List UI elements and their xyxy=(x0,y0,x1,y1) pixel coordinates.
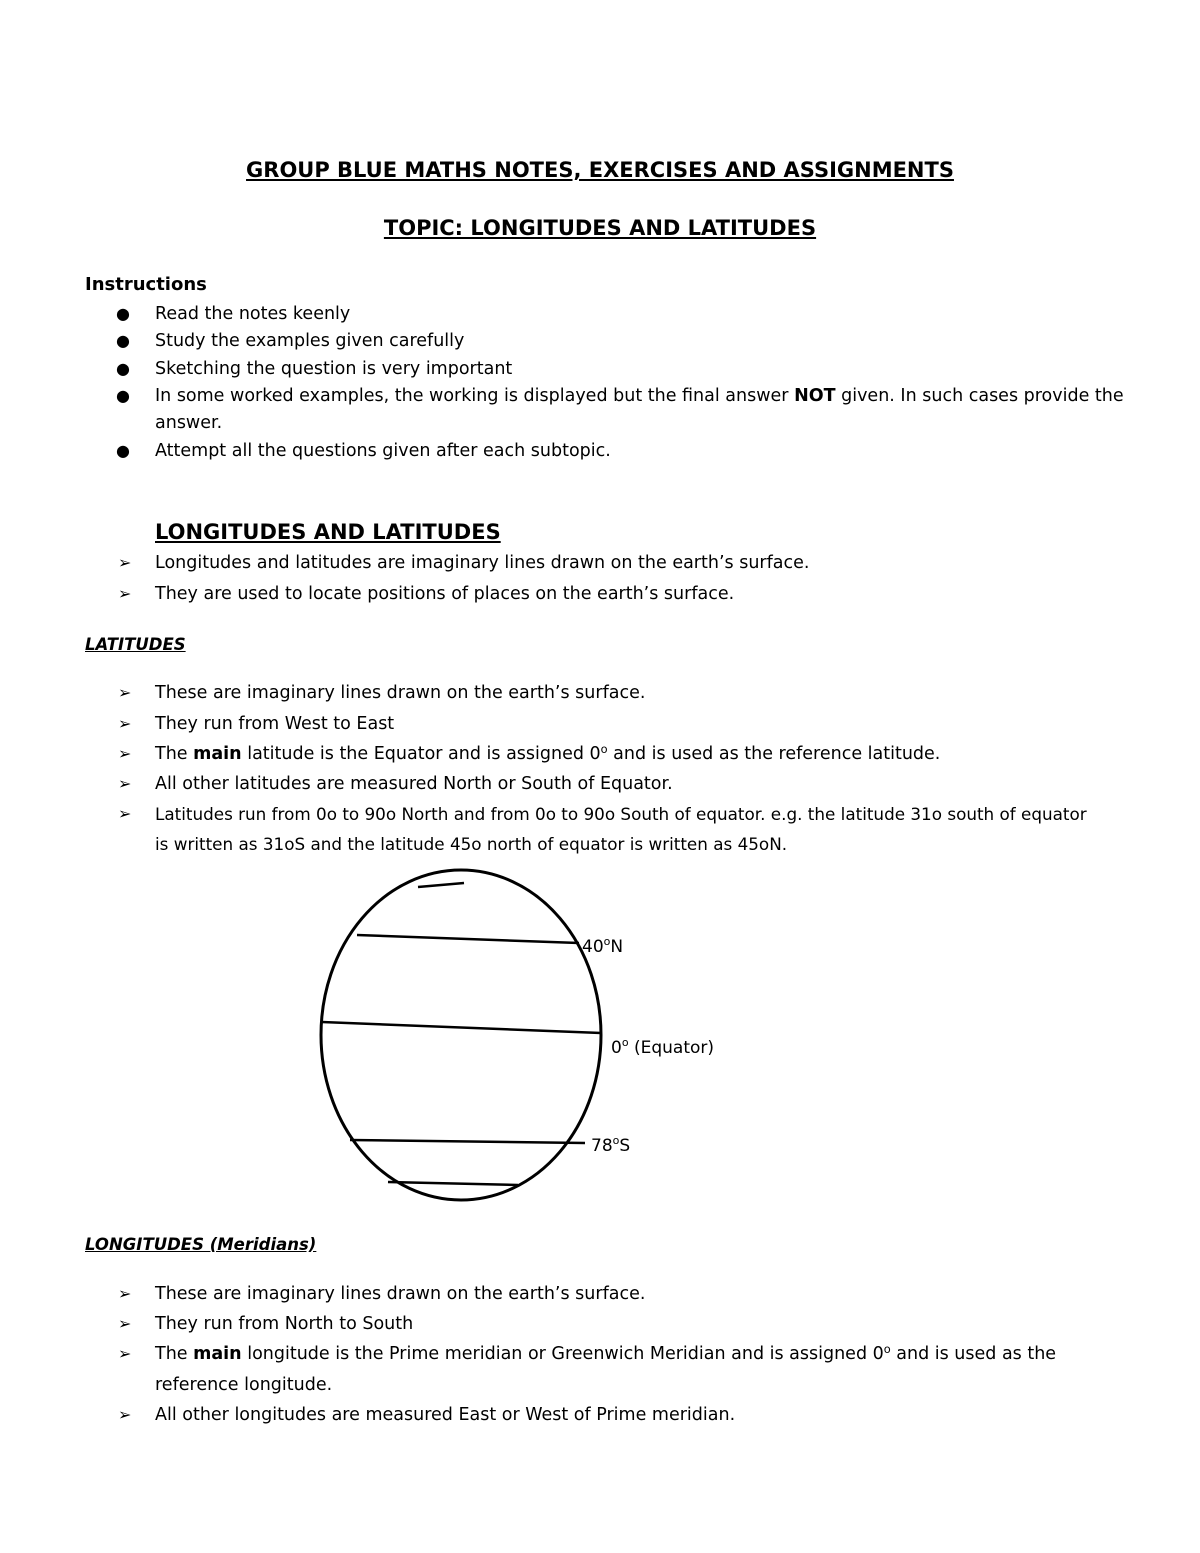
bullet-icon: ● xyxy=(116,331,130,350)
arrow-bullet-icon: ➢ xyxy=(118,1405,132,1424)
bullet-icon: ● xyxy=(116,386,130,405)
globe-outline xyxy=(321,870,601,1200)
document-title: GROUP BLUE MATHS NOTES, EXERCISES AND ASSIGNMENTS xyxy=(246,158,954,182)
topic-title: TOPIC: LONGITUDES AND LATITUDES xyxy=(383,216,817,240)
longitude-text: The xyxy=(155,1344,194,1364)
latitude-point: All other latitudes are measured North or South of Equator. xyxy=(155,774,673,794)
longitude-point: They run from North to South xyxy=(155,1314,414,1334)
arrow-bullet-icon: ➢ xyxy=(118,1314,132,1333)
arrow-bullet-icon: ➢ xyxy=(118,683,132,702)
label-40n: 40$^o$N xyxy=(582,935,624,957)
latitude-point xyxy=(155,741,941,764)
longitude-point xyxy=(155,1341,1057,1364)
arrow-bullet-icon: ➢ xyxy=(118,804,132,823)
arrow-bullet-icon: ➢ xyxy=(118,1344,132,1363)
latitude-point: They run from West to East xyxy=(155,714,395,734)
arrow-bullet-icon: ➢ xyxy=(118,714,132,733)
arrow-bullet-icon: ➢ xyxy=(118,553,132,572)
degree-sign: o xyxy=(883,1341,891,1356)
longitude-point-continued: reference longitude. xyxy=(155,1375,333,1395)
degree-sign: o xyxy=(600,741,608,756)
instruction-text: In some worked examples, the working is displayed but the final answer xyxy=(155,386,789,406)
longitude-point: These are imaginary lines drawn on the earth’s surface. xyxy=(155,1284,646,1304)
arrow-bullet-icon: ➢ xyxy=(118,744,132,763)
equator-line xyxy=(322,1022,601,1033)
latitude-text: latitude is the Equator and is assigned 0 xyxy=(241,744,601,764)
latitude-point: Latitudes run from 0o to 90o North and from 0o to 90o South of equator. e.g. the latitude 31o south of equator xyxy=(155,804,1087,824)
latitude-line-bottom xyxy=(388,1182,518,1185)
instruction-item-continued: answer. xyxy=(155,413,223,433)
latitudes-heading: LATITUDES xyxy=(85,635,186,654)
arrow-bullet-icon: ➢ xyxy=(118,774,132,793)
longitude-text: longitude is the Prime meridian or Greenwich Meridian and is assigned 0 xyxy=(241,1344,884,1364)
instructions-heading: Instructions xyxy=(85,274,207,295)
intro-point: Longitudes and latitudes are imaginary lines drawn on the earth’s surface. xyxy=(155,553,810,573)
longitudes-heading: LONGITUDES (Meridians) xyxy=(85,1235,317,1254)
longitude-emphasis: main xyxy=(193,1344,242,1364)
latitude-point-continued: is written as 31oS and the latitude 45o north of equator is written as 45oN. xyxy=(155,834,788,854)
latitude-line-top xyxy=(418,883,464,887)
latitude-text: and is used as the reference latitude. xyxy=(607,744,941,764)
bullet-icon: ● xyxy=(116,359,130,378)
instruction-item: Sketching the question is very important xyxy=(155,359,513,379)
instruction-emphasis: NOT xyxy=(794,386,836,406)
instruction-text: given. In such cases provide the xyxy=(835,386,1124,406)
section-heading: LONGITUDES AND LATITUDES xyxy=(155,520,501,544)
latitude-globe-diagram xyxy=(300,865,760,1225)
longitude-text: and is used as the xyxy=(890,1344,1057,1364)
bullet-icon: ● xyxy=(116,304,130,323)
latitude-line-78s xyxy=(350,1140,585,1143)
instruction-item: Attempt all the questions given after each subtopic. xyxy=(155,441,611,461)
latitude-point: These are imaginary lines drawn on the earth’s surface. xyxy=(155,683,646,703)
latitude-line-40n xyxy=(357,935,579,943)
longitude-point: All other longitudes are measured East or West of Prime meridian. xyxy=(155,1405,736,1425)
latitude-emphasis: main xyxy=(193,744,242,764)
intro-point: They are used to locate positions of places on the earth’s surface. xyxy=(155,584,735,604)
instruction-item xyxy=(155,386,1124,406)
instruction-item: Read the notes keenly xyxy=(155,304,351,324)
label-equator: 0$^o$ (Equator) xyxy=(611,1036,715,1058)
latitude-text: The xyxy=(155,744,194,764)
arrow-bullet-icon: ➢ xyxy=(118,1284,132,1303)
arrow-bullet-icon: ➢ xyxy=(118,584,132,603)
instruction-item: Study the examples given carefully xyxy=(155,331,465,351)
bullet-icon: ● xyxy=(116,441,130,460)
label-78s: 78$^o$S xyxy=(591,1134,631,1156)
